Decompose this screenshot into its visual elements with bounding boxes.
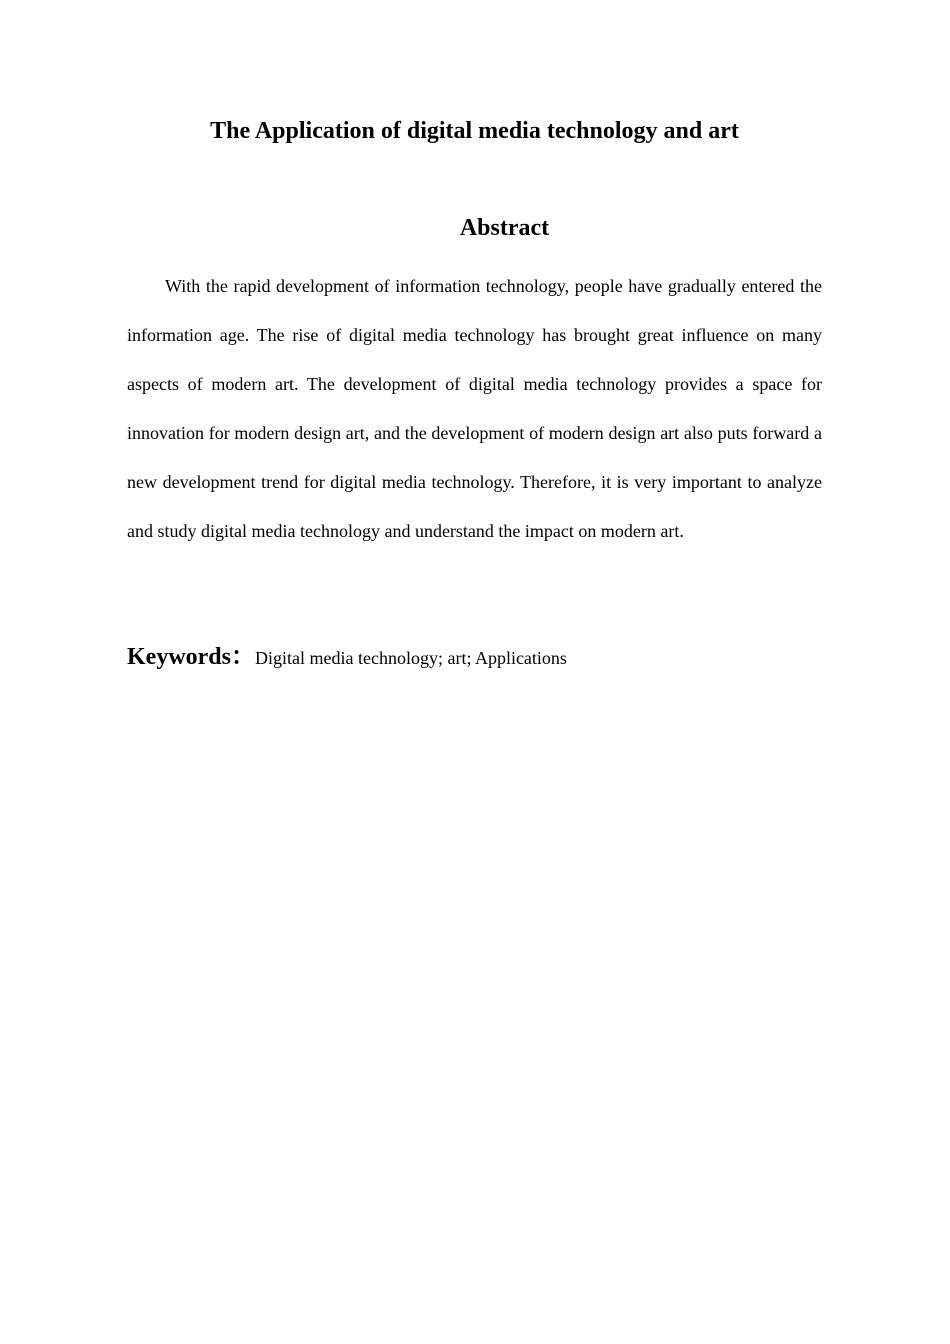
keywords-line: [127, 640, 822, 677]
keywords-value: Digital media technology; art; Applications: [255, 648, 567, 668]
document-title: The Application of digital media technology and art: [210, 118, 739, 144]
abstract-heading: Abstract: [459, 215, 550, 241]
keywords-label: Keywords：: [127, 644, 255, 670]
abstract-paragraph: With the rapid development of information technology, people have gradually entered the information age. The rise of digital media technology has brought great influence on many aspects of modern art. The development of digital media technology provides a space for innovation for modern design art, and the development of modern design art also puts forward a new development trend for digital media technology. Therefore, it is very important to analyze and study digital media technology and understand the impact on modern art.: [127, 276, 822, 541]
